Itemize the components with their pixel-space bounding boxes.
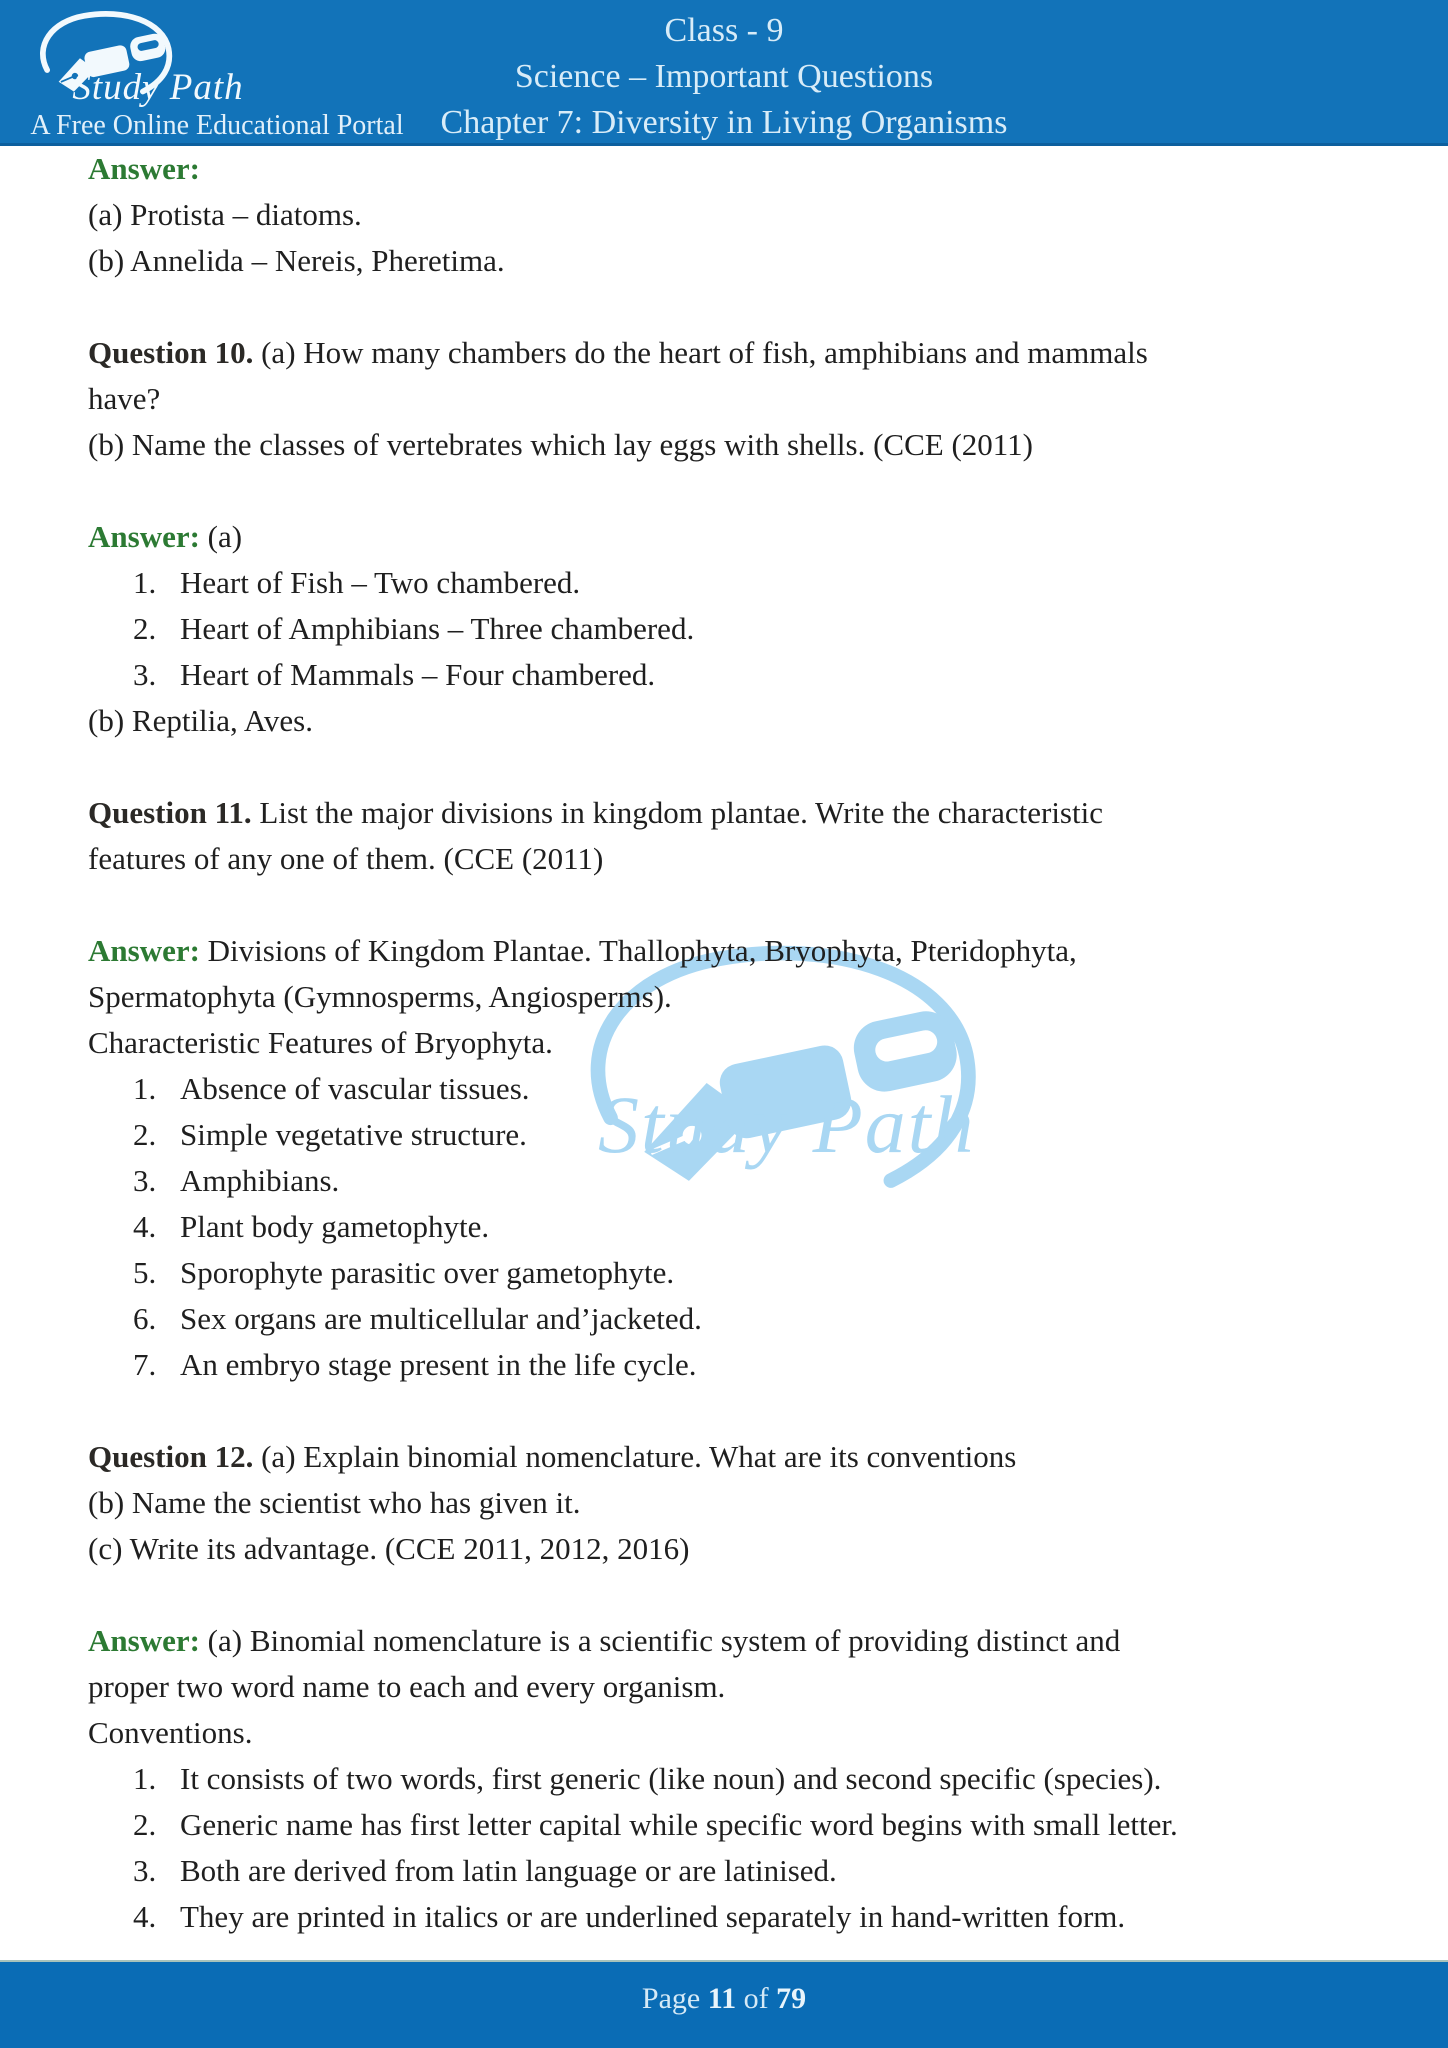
answer-line: (b) Reptilia, Aves. [88, 703, 313, 738]
title-subject: Science – Important Questions [514, 58, 934, 95]
list-item: It consists of two words, first generic (like noun) and second specific (species). [180, 1761, 1162, 1796]
total-pages: 79 [776, 1982, 807, 2015]
list-item: Simple vegetative structure. [180, 1117, 527, 1152]
answer-11-list [88, 1066, 1388, 1388]
answer-10-list [88, 560, 1388, 698]
question-text: (b) Name the scientist who has given it. [88, 1485, 581, 1520]
list-item: Heart of Amphibians – Three chambered. [180, 611, 695, 646]
answer-12-block [88, 1618, 1388, 1940]
answer-text: (a) Binomial nomenclature is a scientific system of providing distinct and [199, 1623, 1121, 1658]
answer-label: Answer: [88, 1623, 200, 1658]
page-number-text: Page 11 of 79 [641, 1982, 807, 2015]
answer-line: Conventions. [88, 1715, 253, 1750]
page-header [0, 0, 1448, 146]
document-body [0, 146, 1448, 1960]
logo-brand-text: Study Path [72, 67, 244, 108]
answer-label: Answer: [88, 519, 200, 554]
answer-text: Divisions of Kingdom Plantae. Thallophyta, Bryophyta, Pteridophyta, [199, 933, 1077, 968]
current-page: 11 [707, 1982, 737, 2015]
answer-label: Answer: [88, 151, 200, 186]
question-12-block [88, 1434, 1388, 1572]
list-item: They are printed in italics or are underlined separately in hand-written form. [180, 1899, 1126, 1934]
question-text: (b) Name the classes of vertebrates which lay eggs with shells. (CCE (2011) [88, 427, 1033, 462]
title-class: Class - 9 [664, 12, 784, 49]
page-footer [0, 1960, 1448, 2048]
list-item: An embryo stage present in the life cycle. [180, 1347, 697, 1382]
list-item: Absence of vascular tissues. [180, 1071, 530, 1106]
answer-12-list [88, 1756, 1388, 1940]
question-text: have? [88, 381, 161, 416]
answer-line: (b) Annelida – Nereis, Pheretima. [88, 243, 505, 278]
list-item: Sporophyte parasitic over gametophyte. [180, 1255, 675, 1290]
question-text: (a) How many chambers do the heart of fish, amphibians and mammals [253, 335, 1148, 370]
watermark-brand-text: Study Path [598, 1079, 976, 1170]
question-10-block [88, 330, 1388, 468]
answer-line: Characteristic Features of Bryophyta. [88, 1025, 553, 1060]
list-item: Sex organs are multicellular and’jacketed. [180, 1301, 702, 1336]
question-label: Question 12. [88, 1439, 254, 1474]
logo-tagline: A Free Online Educational Portal [30, 110, 404, 141]
document-titles [0, 8, 1448, 146]
question-11-block [88, 790, 1388, 882]
answer-9-block [88, 146, 1388, 284]
question-text: features of any one of them. (CCE (2011) [88, 841, 604, 876]
answer-line: Spermatophyta (Gymnosperms, Angiosperms). [88, 979, 672, 1014]
list-item: Both are derived from latin language or are latinised. [180, 1853, 837, 1888]
answer-label: Answer: [88, 933, 200, 968]
answer-text: (a) [199, 519, 243, 554]
list-item: Heart of Mammals – Four chambered. [180, 657, 656, 692]
question-label: Question 10. [88, 335, 254, 370]
question-text: (c) Write its advantage. (CCE 2011, 2012, 2016) [88, 1531, 690, 1566]
list-item: Generic name has first letter capital while specific word begins with small letter. [180, 1807, 1178, 1842]
list-item: Amphibians. [180, 1163, 340, 1198]
question-label: Question 11. [88, 795, 252, 830]
list-item: Plant body gametophyte. [180, 1209, 490, 1244]
answer-10-block [88, 514, 1388, 744]
list-item: Heart of Fish – Two chambered. [180, 565, 581, 600]
question-text: (a) Explain binomial nomenclature. What are its conventions [253, 1439, 1017, 1474]
answer-line: proper two word name to each and every organism. [88, 1669, 726, 1704]
title-chapter: Chapter 7: Diversity in Living Organisms [440, 104, 1008, 141]
question-text: List the major divisions in kingdom plantae. Write the characteristic [251, 795, 1103, 830]
answer-line: (a) Protista – diatoms. [88, 197, 362, 232]
answer-11-block [88, 928, 1388, 1388]
